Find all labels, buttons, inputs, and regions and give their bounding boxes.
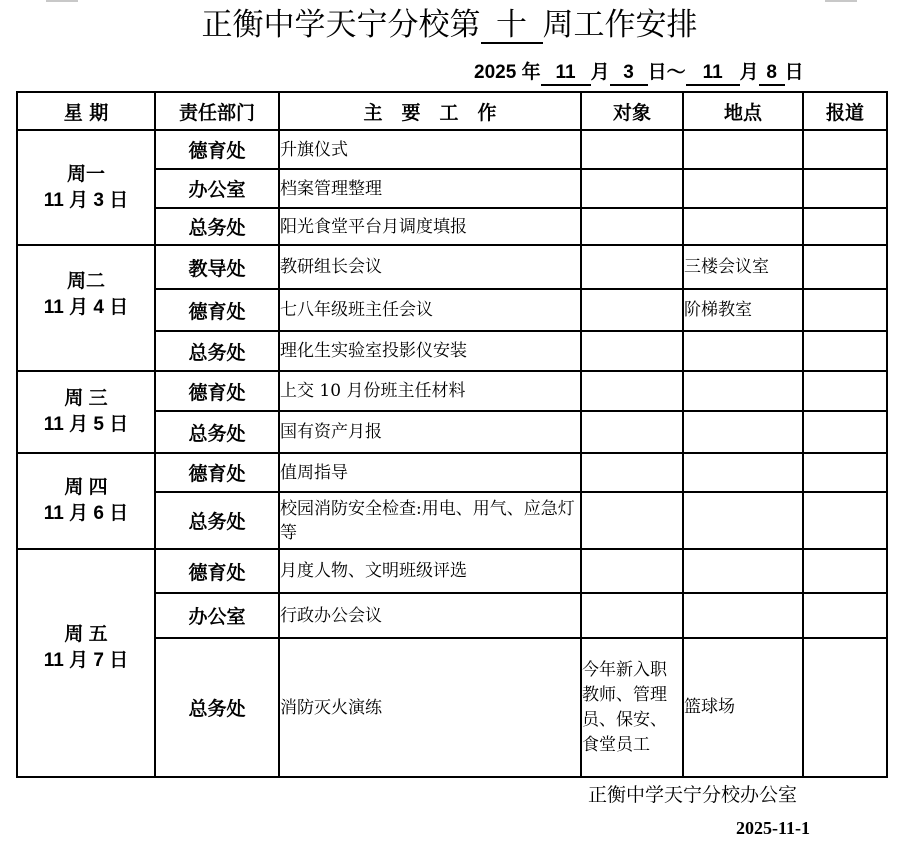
department-cell: 德育处 — [155, 549, 279, 593]
target-cell — [581, 208, 683, 245]
issue-date: 2025-11-1 — [736, 818, 810, 838]
work-cell: 理化生实验室投影仪安装 — [279, 331, 581, 371]
target-cell — [581, 549, 683, 593]
target-cell — [581, 371, 683, 411]
table-row — [17, 549, 887, 593]
place-cell — [683, 593, 803, 638]
target-cell — [581, 169, 683, 208]
weekday-label: 周一 — [66, 163, 105, 185]
weekday-label: 周 四 — [64, 477, 108, 498]
date-label: 11 月 6 日 — [43, 503, 129, 524]
year-label: 年 — [521, 62, 541, 83]
issuing-office: 正衡中学天宁分校办公室 — [588, 784, 798, 806]
report-cell — [803, 638, 887, 777]
place-cell — [683, 371, 803, 411]
target-cell: 今年新入职教师、管理员、保安、食堂员工 — [581, 638, 683, 777]
day-label: 日 — [647, 62, 667, 83]
title-suffix: 周工作安排 — [542, 7, 698, 43]
department-cell: 德育处 — [155, 371, 279, 411]
column-header-department: 责任部门 — [155, 92, 279, 130]
table-row — [17, 245, 887, 289]
place-cell — [683, 208, 803, 245]
table-header-row — [17, 92, 887, 130]
report-cell — [803, 549, 887, 593]
department-cell: 总务处 — [155, 492, 279, 549]
work-cell: 行政办公会议 — [279, 593, 581, 638]
day-cell-monday — [17, 130, 155, 245]
week-number: 十 — [481, 8, 543, 44]
work-cell: 升旗仪式 — [279, 130, 581, 169]
work-cell: 阳光食堂平台月调度填报 — [279, 208, 581, 245]
place-cell — [683, 492, 803, 549]
place-cell — [683, 549, 803, 593]
end-month: 11 — [686, 62, 740, 86]
place-cell — [683, 130, 803, 169]
report-cell — [803, 289, 887, 331]
place-cell — [683, 453, 803, 492]
table-row — [17, 130, 887, 169]
place-cell — [683, 331, 803, 371]
title-prefix: 正衡中学天宁分校第 — [201, 7, 481, 43]
report-cell — [803, 331, 887, 371]
day-label: 日 — [784, 62, 804, 83]
report-cell — [803, 453, 887, 492]
work-cell: 国有资产月报 — [279, 411, 581, 453]
start-month: 11 — [541, 62, 591, 86]
work-cell: 月度人物、文明班级评选 — [279, 549, 581, 593]
weekday-label: 周 五 — [64, 624, 108, 645]
place-cell — [683, 411, 803, 453]
target-cell — [581, 593, 683, 638]
department-cell: 总务处 — [155, 638, 279, 777]
page-corner-mark-left — [46, 0, 78, 2]
department-cell: 德育处 — [155, 289, 279, 331]
column-header-report: 报道 — [803, 92, 887, 130]
report-cell — [803, 169, 887, 208]
work-cell: 值周指导 — [279, 453, 581, 492]
report-cell — [803, 208, 887, 245]
month-label: 月 — [590, 62, 610, 83]
work-cell: 上交 10 月份班主任材料 — [279, 371, 581, 411]
date-label: 11 月 3 日 — [43, 189, 129, 211]
column-header-target: 对象 — [581, 92, 683, 130]
weekly-schedule-table — [16, 91, 888, 778]
target-cell — [581, 492, 683, 549]
date-label: 11 月 5 日 — [43, 414, 129, 435]
table-row — [17, 371, 887, 411]
date-label: 11 月 7 日 — [43, 650, 129, 671]
target-cell — [581, 331, 683, 371]
place-cell: 阶梯教室 — [683, 289, 803, 331]
department-cell: 德育处 — [155, 453, 279, 492]
table-row — [17, 453, 887, 492]
range-separator: ～ — [666, 62, 686, 83]
work-cell: 消防灭火演练 — [279, 638, 581, 777]
department-cell: 总务处 — [155, 411, 279, 453]
report-cell — [803, 593, 887, 638]
report-cell — [803, 371, 887, 411]
weekday-label: 周二 — [66, 271, 105, 292]
department-cell: 办公室 — [155, 169, 279, 208]
day-cell-wednesday — [17, 371, 155, 453]
department-cell: 教导处 — [155, 245, 279, 289]
day-cell-friday — [17, 549, 155, 777]
report-cell — [803, 130, 887, 169]
page-title — [0, 4, 899, 46]
department-cell: 办公室 — [155, 593, 279, 638]
work-cell: 校园消防安全检查:用电、用气、应急灯等 — [279, 492, 581, 549]
place-cell — [683, 169, 803, 208]
work-cell: 七八年级班主任会议 — [279, 289, 581, 331]
column-header-main-work: 主 要 工 作 — [279, 92, 581, 130]
month-label: 月 — [739, 62, 759, 83]
weekday-label: 周 三 — [64, 388, 108, 409]
work-cell: 档案管理整理 — [279, 169, 581, 208]
end-day: 8 — [759, 62, 785, 86]
start-day: 3 — [610, 62, 648, 86]
place-cell: 三楼会议室 — [683, 245, 803, 289]
report-cell — [803, 411, 887, 453]
target-cell — [581, 245, 683, 289]
target-cell — [581, 130, 683, 169]
place-cell: 篮球场 — [683, 638, 803, 777]
page-corner-mark-right — [825, 0, 857, 2]
column-header-weekday: 星 期 — [17, 92, 155, 130]
day-cell-thursday — [17, 453, 155, 549]
report-cell — [803, 245, 887, 289]
department-cell: 德育处 — [155, 130, 279, 169]
date-label: 11 月 4 日 — [43, 297, 129, 318]
target-cell — [581, 453, 683, 492]
department-cell: 总务处 — [155, 331, 279, 371]
target-cell — [581, 411, 683, 453]
column-header-place: 地点 — [683, 92, 803, 130]
report-cell — [803, 492, 887, 549]
year: 2025 — [474, 62, 517, 83]
day-cell-tuesday — [17, 245, 155, 371]
work-cell: 教研组长会议 — [279, 245, 581, 289]
date-range — [474, 60, 804, 86]
target-cell — [581, 289, 683, 331]
department-cell: 总务处 — [155, 208, 279, 245]
